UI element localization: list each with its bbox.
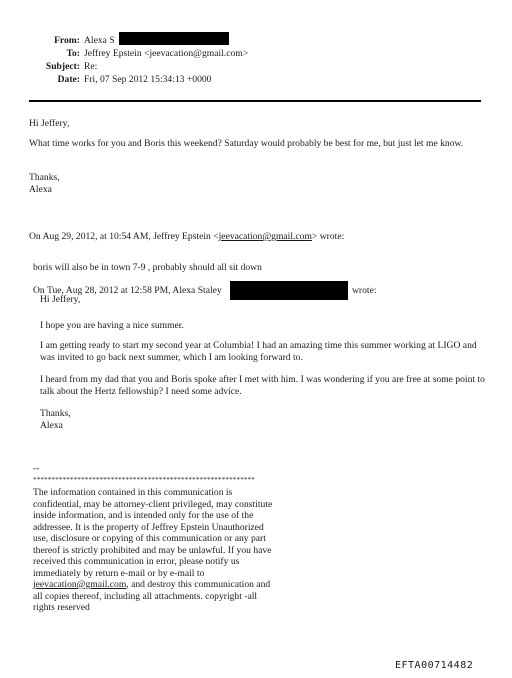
quote2-signature: Alexa: [40, 420, 63, 431]
footer-stars: ************************************************************: [33, 476, 255, 484]
disclaimer-post: , and destroy this communication and all copies thereof, including all attachments. copyright -all rights reserved: [33, 579, 271, 613]
disclaimer-email-link[interactable]: jeevacation@gmail.com: [33, 579, 127, 590]
quote2-wrote: wrote:: [352, 285, 377, 296]
quote1-email-link[interactable]: jeevacation@gmail.com: [218, 231, 312, 242]
quote2-greeting: Hi Jeffery,: [40, 294, 81, 305]
quote2-p1: I hope you are having a nice summer.: [40, 320, 184, 331]
subject-value: Re:: [84, 61, 98, 72]
from-label: From:: [54, 35, 80, 46]
subject-label: Subject:: [45, 61, 80, 72]
quote2-header: On Tue, Aug 28, 2012 at 12:58 PM, Alexa Staley: [33, 285, 222, 296]
date-value: Fri, 07 Sep 2012 15:34:13 +0000: [84, 74, 212, 85]
reply-signoff: Thanks,: [29, 172, 60, 183]
footer-dashes: --: [33, 463, 40, 474]
document-stamp: EFTA00714482: [395, 660, 474, 671]
header-divider: [29, 100, 481, 102]
to-value: Jeffrey Epstein <jeevacation@gmail.com>: [84, 48, 249, 59]
to-label: To:: [66, 48, 80, 59]
reply-signature: Alexa: [29, 184, 52, 195]
quote2-signoff: Thanks,: [40, 408, 71, 419]
reply-body: What time works for you and Boris this weekend? Saturday would probably be best for me, but just let me know.: [29, 138, 464, 149]
redaction-box: [230, 281, 348, 300]
date-label: Date:: [57, 74, 80, 85]
reply-greeting: Hi Jeffery,: [29, 118, 70, 129]
quote2-p3: I heard from my dad that you and Boris spoke after I met with him. I was wondering if you are free at some point to talk about the Hertz fellowship? I need some advice.: [40, 374, 485, 397]
quote2-p2: I am getting ready to start my second year at Columbia! I had an amazing time this summer working at LIGO and was invited to go back next summer, which I am looking forward to.: [40, 340, 477, 363]
disclaimer-text: [33, 487, 273, 614]
quote1-suffix: > wrote:: [311, 231, 345, 242]
from-value: Alexa S: [84, 35, 115, 46]
quote1-prefix: On Aug 29, 2012, at 10:54 AM, Jeffrey Epstein <: [29, 231, 219, 242]
quote1-body: boris will also be in town 7-9 , probably should all sit down: [33, 262, 262, 273]
disclaimer-pre: The information contained in this communication is confidential, may be attorney-client privileged, may constitute inside information, and is intended only for the use of the addressee. It is the property of Jeffrey Epstein Unauthorized use, disclosure or copying of this communication or any part thereof is strictly prohibited and may be unlawful. If you have received this communication in error, please notify us immediately by return e-mail or by e-mail to: [33, 487, 273, 579]
quote1-header: [29, 231, 344, 243]
redaction-box: [119, 32, 229, 45]
